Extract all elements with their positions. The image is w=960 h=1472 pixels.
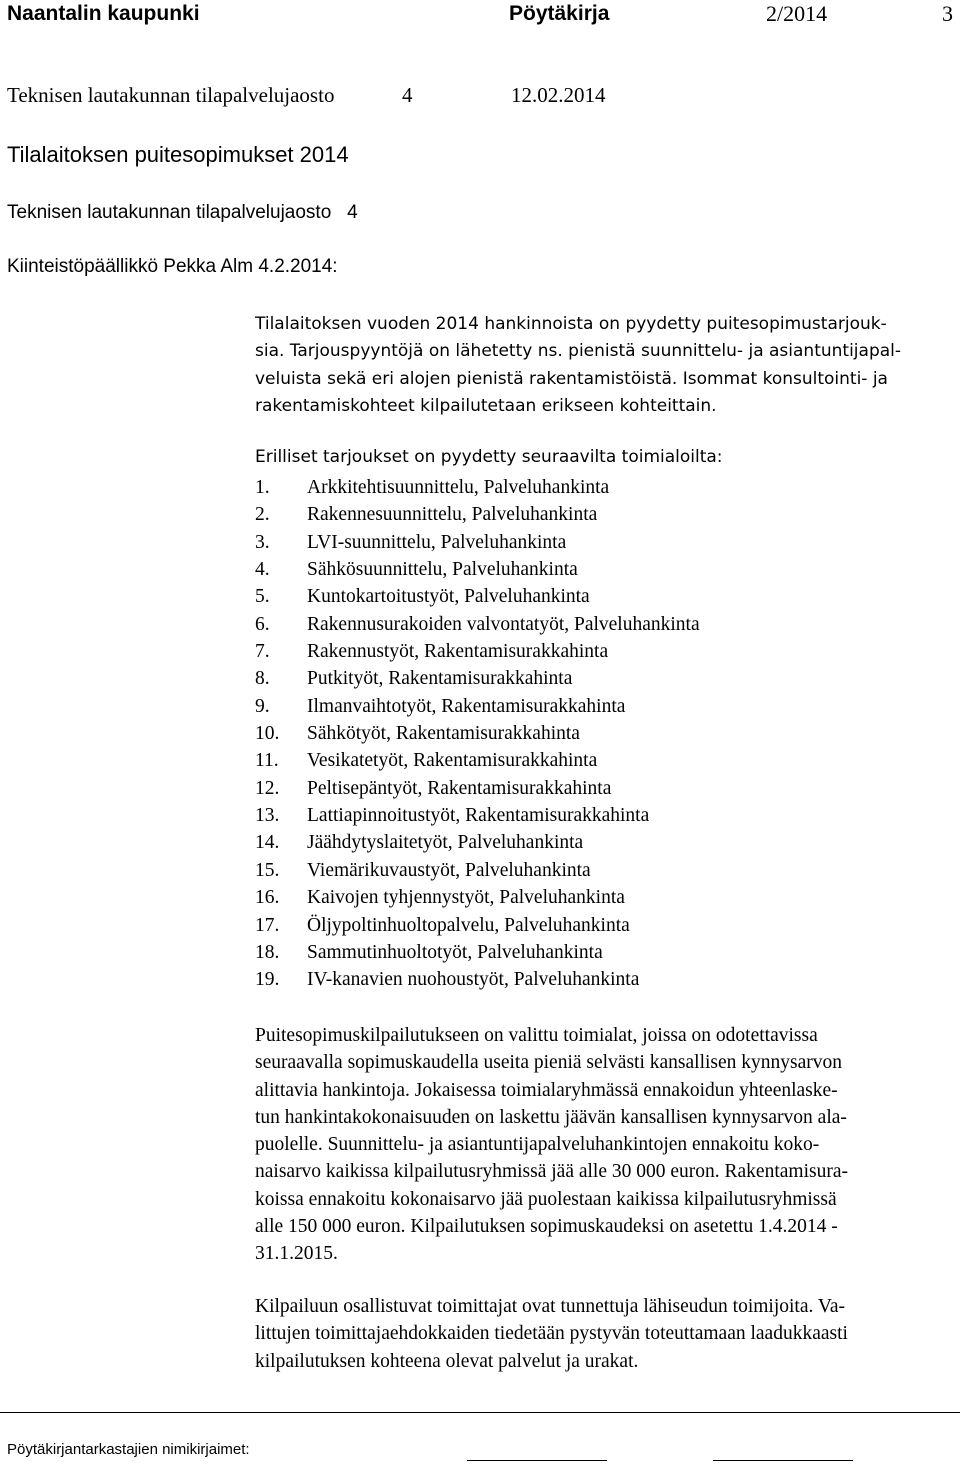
meeting-date: 12.02.2014 [511,83,606,107]
list-item [255,720,955,747]
list-item [255,556,955,583]
list-item [255,529,955,556]
rationale-paragraph [255,1022,955,1268]
text-line: koissa ennakoitu kokonaisarvo jää puolestaan kaikissa kilpailutusryhmissä [255,1188,837,1210]
list-item-text: Arkkitehtisuunnittelu, Palveluhankinta [307,477,610,498]
text-line: littujen toimittajaehdokkaiden tiedetään pystyvän toteuttamaan laadukkaasti [255,1323,848,1345]
list-item-number: 2. [255,504,270,526]
list-item-number: 9. [255,695,270,717]
list-item-text: Lattiapinnoitustyöt, Rakentamisurakkahinta [307,805,650,827]
list-item-text: Sähkötyöt, Rakentamisurakkahinta [307,723,580,745]
list-intro: Erilliset tarjoukset on pyydetty seuraavilta toimialoilta: [255,447,723,467]
list-item-number: 14. [255,832,280,854]
list-item [255,857,955,884]
list-item-number: 8. [255,668,270,690]
intro-paragraph [255,311,955,421]
list-item-number: 17. [255,914,280,936]
document-number: 2/2014 [766,1,828,26]
text-line: Tilalaitoksen vuoden 2014 hankinnoista on pyydetty puitesopimustarjouk- [255,314,887,334]
list-item [255,775,955,802]
text-line: seuraavalla sopimuskaudella useita pieniä selvästi kansallisen kynnysarvon [255,1052,843,1074]
list-item-text: Öljypoltinhuoltopalvelu, Palveluhankinta [307,914,630,936]
text-line: alle 150 000 euron. Kilpailutuksen sopimuskaudeksi on asetettu 1.4.2014 - [255,1216,838,1238]
list-item-number: 19. [255,969,280,991]
list-item-number: 11. [255,750,279,772]
list-item-number: 12. [255,777,280,799]
list-item-text: Peltisepäntyöt, Rakentamisurakkahinta [307,777,612,799]
list-item-text: Viemärikuvaustyöt, Palveluhankinta [307,859,591,881]
list-item [255,829,955,856]
list-item-number: 18. [255,941,280,963]
list-item [255,939,955,966]
list-item-text: IV-kanavien nuohoustyöt, Palveluhankinta [307,969,640,991]
list-item-text: Rakennustyöt, Rakentamisurakkahinta [307,641,609,663]
list-item [255,966,955,993]
list-item [255,474,955,501]
list-item [255,611,955,638]
list-item [255,693,955,720]
page-title: Tilalaitoksen puitesopimukset 2014 [7,142,349,167]
document-type: Pöytäkirja [509,2,610,25]
list-item-text: Rakennusurakoiden valvontatyöt, Palveluhankinta [307,613,700,635]
footer-label: Pöytäkirjantarkastajien nimikirjaimet: [7,1441,250,1458]
list-item [255,884,955,911]
text-line: rakentamiskohteet kilpailutetaan erikseen kohteittain. [255,396,717,417]
list-item-text: Kaivojen tyhjennystyöt, Palveluhankinta [307,887,625,909]
signature-line [713,1460,853,1461]
meeting-organ: Teknisen lautakunnan tilapalvelujaosto [7,83,335,107]
text-line: veluista sekä eri alojen pienistä rakentamistöistä. Isommat konsultointi- ja [255,368,888,389]
text-line: kilpailutuksen kohteena olevat palvelut ja urakat. [255,1350,639,1372]
list-item-text: Sähkösuunnittelu, Palveluhankinta [307,559,578,581]
page-number: 3 [942,1,953,26]
suppliers-paragraph [255,1293,955,1375]
list-item-number: 7. [255,641,270,663]
text-line: Kilpailuun osallistuvat toimittajat ovat tunnettuja lähiseudun toimijoita. Va- [255,1296,845,1317]
list-item-number: 10. [255,723,280,745]
list-item-text: Jäähdytyslaitetyöt, Palveluhankinta [307,832,584,854]
list-item [255,747,955,774]
text-line: alittavia hankintoja. Jokaisessa toimialaryhmässä ennakoidun yhteenlaske- [255,1079,838,1101]
list-item [255,912,955,939]
text-line: naisarvo kaikissa kilpailutusryhmissä jää alle 30 000 euron. Rakentamisura- [255,1161,848,1183]
list-item-text: Ilmanvaihtotyöt, Rakentamisurakkahinta [307,695,626,717]
list-item-number: 16. [255,887,280,909]
text-line: 31.1.2015. [255,1243,338,1265]
municipality-name: Naantalin kaupunki [7,2,200,25]
list-item-number: 6. [255,613,270,635]
text-line: Puitesopimuskilpailutukseen on valittu toimialat, joissa on odotettavissa [255,1025,818,1046]
text-line: tun hankintakokonaisuuden on laskettu jäävän kansallisen kynnysarvon ala- [255,1106,847,1128]
list-item-number: 5. [255,586,270,608]
list-item [255,802,955,829]
list-item-text: Sammutinhuoltotyöt, Palveluhankinta [307,941,603,963]
list-item-text: Rakennesuunnittelu, Palveluhankinta [307,504,598,526]
list-item [255,665,955,692]
list-item-number: 4. [255,559,270,581]
list-item-number: 13. [255,805,280,827]
text-line: puolelle. Suunnittelu- ja asiantuntijapalveluhankintojen ennakoitu koko- [255,1134,820,1156]
list-item-text: Kuntokartoitustyöt, Palveluhankinta [307,586,590,608]
signature-line [467,1460,607,1461]
list-item-text: LVI-suunnittelu, Palveluhankinta [307,531,567,553]
category-list [255,474,955,994]
list-item-number: 1. [255,477,270,498]
list-item-text: Vesikatetyöt, Rakentamisurakkahinta [307,750,598,772]
list-item [255,501,955,528]
footer-divider [0,1412,960,1413]
subheading-organ: Teknisen lautakunnan tilapalvelujaosto 4 [7,202,358,223]
list-item [255,638,955,665]
section-number: 4 [402,83,413,107]
list-item-text: Putkityöt, Rakentamisurakkahinta [307,668,573,690]
text-line: sia. Tarjouspyyntöjä on lähetetty ns. pienistä suunnittelu- ja asiantuntijapal- [255,341,902,362]
list-item-number: 3. [255,531,270,553]
list-item [255,583,955,610]
list-item-number: 15. [255,859,280,881]
subheading-presenter: Kiinteistöpäällikkö Pekka Alm 4.2.2014: [7,256,338,277]
